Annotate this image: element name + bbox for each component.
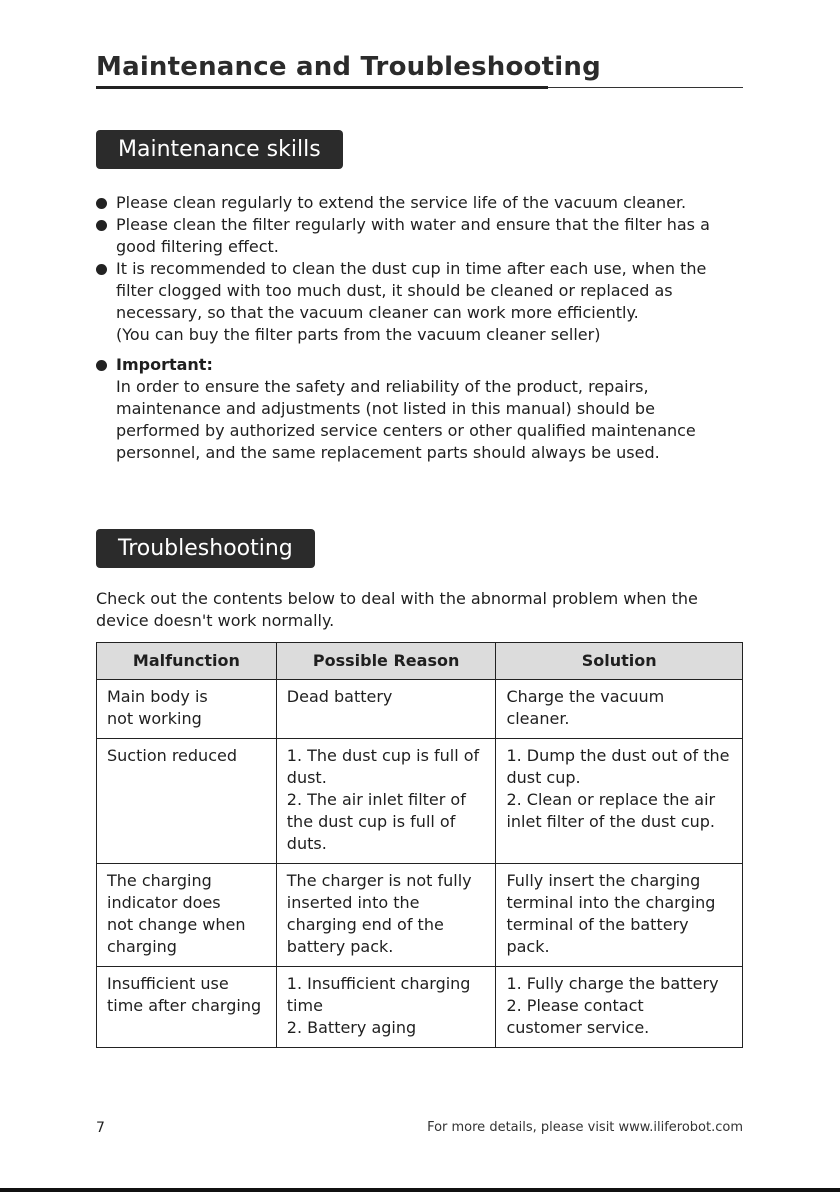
- bullet-text: Please clean regularly to extend the service life of the vacuum cleaner.: [116, 193, 687, 212]
- table-cell: [276, 864, 496, 967]
- troubleshooting-table: [96, 642, 743, 1048]
- table-cell: [276, 680, 496, 739]
- maintenance-heading: Maintenance skills: [96, 130, 343, 169]
- column-header-solution: Solution: [496, 643, 743, 680]
- bullet-icon: [96, 220, 107, 231]
- list-item: [96, 192, 746, 214]
- table-cell: [496, 967, 743, 1048]
- malfunction-cell: Main body is not working: [107, 687, 208, 728]
- column-header-possible-reason: Possible Reason: [276, 643, 496, 680]
- title-underline-accent: [96, 86, 548, 89]
- bullet-text: Please clean the filter regularly with water and ensure that the filter has a good filtering effect.: [116, 215, 710, 256]
- table-cell: [97, 739, 277, 864]
- bottom-edge: [0, 1188, 840, 1192]
- malfunction-cell: Suction reduced: [107, 746, 237, 765]
- footer-link-text: For more details, please visit www.iliferobot.com: [427, 1120, 743, 1135]
- reason-cell: The charger is not fully inserted into the charging end of the battery pack.: [286, 871, 472, 956]
- list-item: [96, 258, 746, 346]
- solution-cell: 1. Dump the dust out of the dust cup. 2. Clean or replace the air inlet filter of the dust cup.: [506, 746, 730, 831]
- table-header-row: [97, 643, 743, 680]
- table-cell: [97, 967, 277, 1048]
- maintenance-list: [96, 192, 746, 464]
- table-cell: [276, 967, 496, 1048]
- solution-cell: Fully insert the charging terminal into the charging terminal of the battery pack.: [506, 871, 716, 956]
- table-cell: [97, 864, 277, 967]
- column-header-malfunction: Malfunction: [97, 643, 277, 680]
- table-cell: [97, 680, 277, 739]
- reason-cell: 1. Insufficient charging time 2. Battery aging: [286, 974, 471, 1037]
- reason-cell: Dead battery: [286, 687, 393, 706]
- malfunction-cell: Insufficient use time after charging: [107, 974, 262, 1015]
- important-text: In order to ensure the safety and reliability of the product, repairs, maintenance and adjustments (not listed in this manual) should be performed by authorized service centers or other qualified maintenance personnel, and the same replacement parts should always be used.: [116, 377, 696, 462]
- table-cell: [496, 680, 743, 739]
- page-title: Maintenance and Troubleshooting: [96, 52, 601, 82]
- bullet-icon: [96, 198, 107, 209]
- list-item: [96, 214, 746, 258]
- table-row: [97, 864, 743, 967]
- table-row: [97, 739, 743, 864]
- page-number: 7: [96, 1120, 105, 1136]
- table-row: [97, 967, 743, 1048]
- troubleshooting-intro: Check out the contents below to deal with the abnormal problem when the device doesn't work normally.: [96, 589, 698, 630]
- reason-cell: 1. The dust cup is full of dust. 2. The air inlet filter of the dust cup is full of duts.: [286, 746, 480, 853]
- table-row: [97, 680, 743, 739]
- bullet-icon: [96, 360, 107, 371]
- important-note: [96, 354, 746, 464]
- bullet-icon: [96, 264, 107, 275]
- solution-cell: Charge the vacuum cleaner.: [506, 687, 665, 728]
- malfunction-cell: The charging indicator does not change when charging: [107, 871, 246, 956]
- troubleshooting-heading: Troubleshooting: [96, 529, 315, 568]
- solution-cell: 1. Fully charge the battery 2. Please contact customer service.: [506, 974, 719, 1037]
- bullet-text: It is recommended to clean the dust cup in time after each use, when the filter clogged with too much dust, it should be cleaned or replaced as necessary, so that the vacuum cleaner can work more efficiently. (You can buy the filter parts from the vacuum cleaner seller): [116, 259, 707, 344]
- important-label: Important:: [116, 355, 213, 374]
- table-cell: [496, 739, 743, 864]
- table-cell: [496, 864, 743, 967]
- table-cell: [276, 739, 496, 864]
